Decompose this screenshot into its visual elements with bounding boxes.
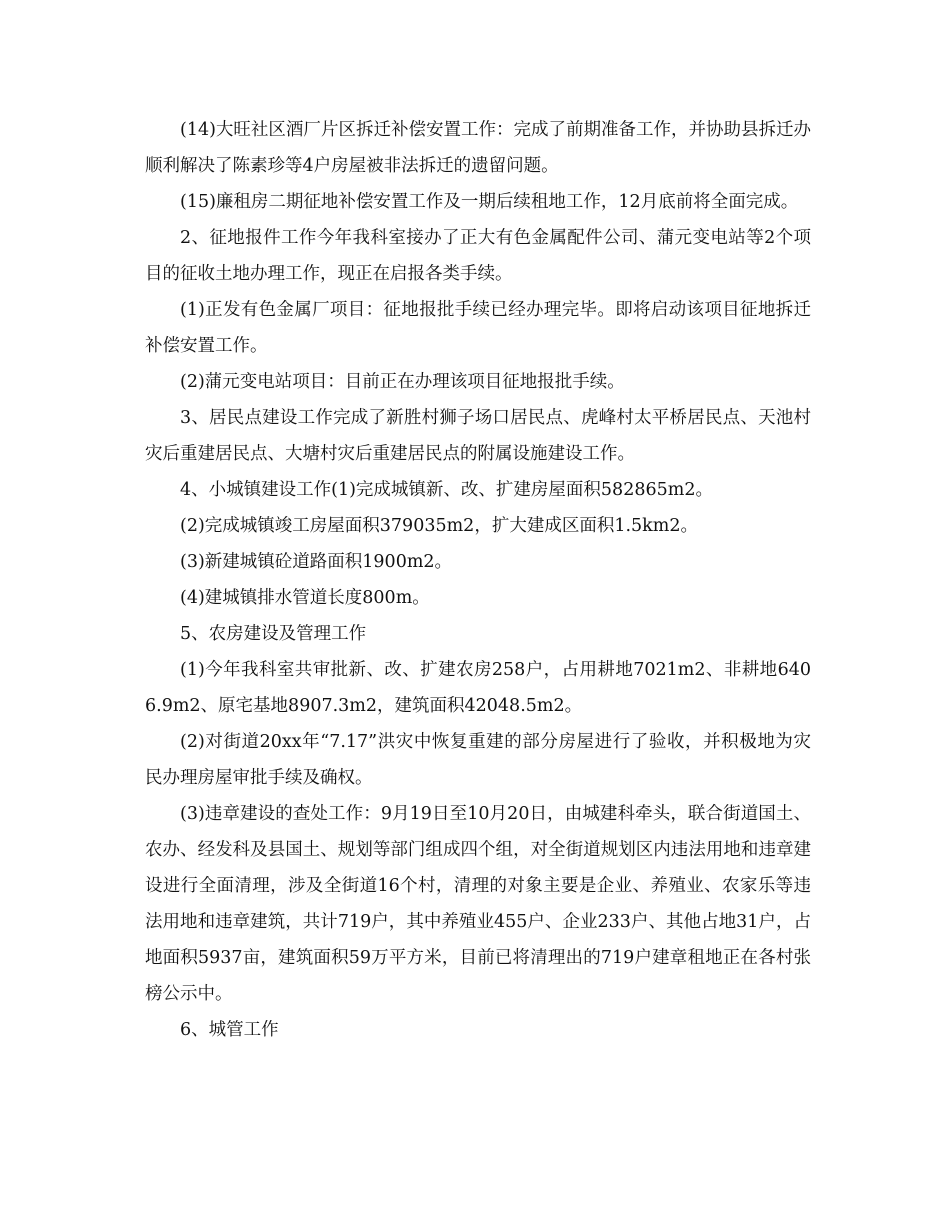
document-body [145, 112, 811, 1048]
paragraph-section-2-item-1: (1)正发有色金属厂项目：征地报批手续已经办理完毕。即将启动该项目征地拆迁补偿安置工作。 [145, 300, 811, 356]
paragraph-section-5: 5、农房建设及管理工作 [180, 624, 367, 644]
paragraph-section-2-item-2: (2)蒲元变电站项目：目前正在办理该项目征地报批手续。 [180, 372, 625, 392]
paragraph-item-15: (15)廉租房二期征地补偿安置工作及一期后续租地工作，12月底前将全面完成。 [180, 192, 799, 212]
paragraph-section-6: 6、城管工作 [180, 1020, 279, 1040]
paragraph-item-14: (14)大旺社区酒厂片区拆迁补偿安置工作：完成了前期准备工作，并协助县拆迁办顺利解决了陈素珍等4户房屋被非法拆迁的遗留问题。 [145, 120, 811, 176]
paragraph-section-4: 4、小城镇建设工作(1)完成城镇新、改、扩建房屋面积582865m2。 [180, 480, 713, 500]
paragraph-section-3: 3、居民点建设工作完成了新胜村狮子场口居民点、虎峰村太平桥居民点、天池村灾后重建居民点、大塘村灾后重建居民点的附属设施建设工作。 [145, 408, 811, 464]
paragraph-section-4-item-3: (3)新建城镇砼道路面积1900m2。 [180, 552, 453, 572]
paragraph-section-4-item-2: (2)完成城镇竣工房屋面积379035m2，扩大建成区面积1.5km2。 [180, 516, 698, 536]
paragraph-section-5-item-3: (3)违章建设的查处工作：9月19日至10月20日，由城建科牵头，联合街道国土、农办、经发科及县国土、规划等部门组成四个组，对全街道规划区内违法用地和违章建设进行全面清理，涉及全街道16个村，清理的对象主要是企业、养殖业、农家乐等违法用地和违章建筑，共计719户，其中养殖业455户、企业233户、其他占地31户，占地面积5937亩，建筑面积59万平方米，目前已将清理出的719户建章租地正在各村张榜公示中。 [145, 804, 811, 1004]
paragraph-section-4-item-4: (4)建城镇排水管道长度800m。 [180, 588, 430, 608]
paragraph-section-5-item-2: (2)对街道20xx年“7.17”洪灾中恢复重建的部分房屋进行了验收，并积极地为灾民办理房屋审批手续及确权。 [145, 732, 811, 788]
paragraph-section-5-item-1: (1)今年我科室共审批新、改、扩建农房258户，占用耕地7021m2、非耕地6406.9m2、原宅基地8907.3m2，建筑面积42048.5m2。 [145, 660, 811, 716]
paragraph-section-2: 2、征地报件工作今年我科室接办了正大有色金属配件公司、蒲元变电站等2个项目的征收土地办理工作，现正在启报各类手续。 [145, 228, 811, 284]
